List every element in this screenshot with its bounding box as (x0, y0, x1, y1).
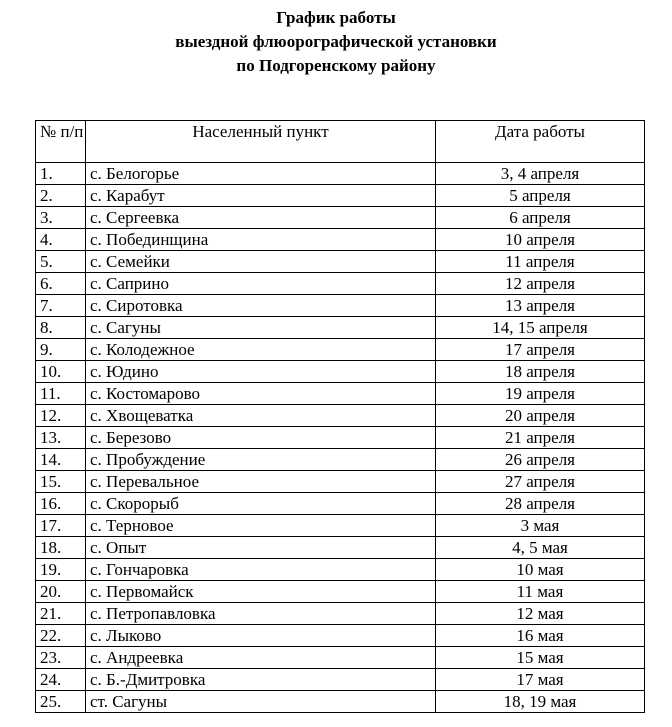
row-date: 6 апреля (436, 207, 645, 229)
row-number: 21. (36, 603, 86, 625)
table-row (36, 361, 645, 383)
table-row (36, 383, 645, 405)
row-date: 17 апреля (436, 339, 645, 361)
header-place: Населенный пункт (86, 121, 436, 163)
row-place: с. Первомайск (86, 581, 436, 603)
row-place: с. Андреевка (86, 647, 436, 669)
table-body (36, 163, 645, 713)
row-number: 17. (36, 515, 86, 537)
row-place: с. Петропавловка (86, 603, 436, 625)
row-date: 13 апреля (436, 295, 645, 317)
table-row (36, 317, 645, 339)
row-place: с. Березово (86, 427, 436, 449)
table-row (36, 537, 645, 559)
title-line-3: по Подгоренскому району (236, 56, 436, 75)
row-place: с. Костомарово (86, 383, 436, 405)
row-place: с. Юдино (86, 361, 436, 383)
row-number: 12. (36, 405, 86, 427)
row-place: с. Лыково (86, 625, 436, 647)
table-row (36, 251, 645, 273)
header-date: Дата работы (436, 121, 645, 163)
row-number: 18. (36, 537, 86, 559)
row-number: 5. (36, 251, 86, 273)
row-place: с. Белогорье (86, 163, 436, 185)
row-number: 4. (36, 229, 86, 251)
row-place: с. Терновое (86, 515, 436, 537)
table-row (36, 185, 645, 207)
row-date: 14, 15 апреля (436, 317, 645, 339)
row-date: 10 мая (436, 559, 645, 581)
table-row (36, 163, 645, 185)
row-date: 15 мая (436, 647, 645, 669)
row-date: 18 апреля (436, 361, 645, 383)
row-place: с. Сергеевка (86, 207, 436, 229)
row-date: 27 апреля (436, 471, 645, 493)
row-number: 6. (36, 273, 86, 295)
row-number: 25. (36, 691, 86, 713)
table-row (36, 405, 645, 427)
table-row (36, 669, 645, 691)
row-date: 5 апреля (436, 185, 645, 207)
row-date: 17 мая (436, 669, 645, 691)
row-date: 11 апреля (436, 251, 645, 273)
row-number: 19. (36, 559, 86, 581)
row-date: 28 апреля (436, 493, 645, 515)
row-date: 12 апреля (436, 273, 645, 295)
title-line-1: График работы (276, 8, 396, 27)
row-number: 13. (36, 427, 86, 449)
table-row (36, 449, 645, 471)
table-row (36, 691, 645, 713)
table-row (36, 471, 645, 493)
row-number: 15. (36, 471, 86, 493)
schedule-table (35, 120, 645, 713)
row-date: 26 апреля (436, 449, 645, 471)
table-row (36, 625, 645, 647)
row-number: 14. (36, 449, 86, 471)
row-number: 7. (36, 295, 86, 317)
row-number: 1. (36, 163, 86, 185)
row-date: 3, 4 апреля (436, 163, 645, 185)
table-row (36, 515, 645, 537)
row-place: с. Карабут (86, 185, 436, 207)
row-number: 16. (36, 493, 86, 515)
table-row (36, 273, 645, 295)
row-date: 21 апреля (436, 427, 645, 449)
row-place: с. Б.-Дмитровка (86, 669, 436, 691)
row-date: 11 мая (436, 581, 645, 603)
row-place: с. Скорорыб (86, 493, 436, 515)
row-place: с. Сагуны (86, 317, 436, 339)
row-place: с. Гончаровка (86, 559, 436, 581)
row-number: 22. (36, 625, 86, 647)
row-place: с. Побединщина (86, 229, 436, 251)
row-place: с. Пробуждение (86, 449, 436, 471)
row-place: с. Хвощеватка (86, 405, 436, 427)
table-header-row (36, 121, 645, 163)
row-number: 24. (36, 669, 86, 691)
row-place: с. Семейки (86, 251, 436, 273)
row-number: 20. (36, 581, 86, 603)
document-title (0, 6, 672, 78)
table-row (36, 647, 645, 669)
table-row (36, 603, 645, 625)
title-line-2: выездной флюорографической установки (175, 32, 497, 51)
table-row (36, 493, 645, 515)
row-number: 10. (36, 361, 86, 383)
row-number: 23. (36, 647, 86, 669)
row-number: 9. (36, 339, 86, 361)
row-number: 3. (36, 207, 86, 229)
table-row (36, 427, 645, 449)
row-place: с. Опыт (86, 537, 436, 559)
row-date: 12 мая (436, 603, 645, 625)
row-date: 3 мая (436, 515, 645, 537)
table-row (36, 295, 645, 317)
row-place: с. Саприно (86, 273, 436, 295)
row-place: ст. Сагуны (86, 691, 436, 713)
table-row (36, 207, 645, 229)
row-number: 8. (36, 317, 86, 339)
row-place: с. Сиротовка (86, 295, 436, 317)
row-date: 10 апреля (436, 229, 645, 251)
table-row (36, 581, 645, 603)
row-date: 20 апреля (436, 405, 645, 427)
row-number: 11. (36, 383, 86, 405)
row-date: 4, 5 мая (436, 537, 645, 559)
row-number: 2. (36, 185, 86, 207)
table-row (36, 229, 645, 251)
row-place: с. Перевальное (86, 471, 436, 493)
table-row (36, 559, 645, 581)
header-number: № п/п (36, 121, 86, 163)
table-row (36, 339, 645, 361)
row-date: 19 апреля (436, 383, 645, 405)
row-date: 16 мая (436, 625, 645, 647)
row-date: 18, 19 мая (436, 691, 645, 713)
row-place: с. Колодежное (86, 339, 436, 361)
